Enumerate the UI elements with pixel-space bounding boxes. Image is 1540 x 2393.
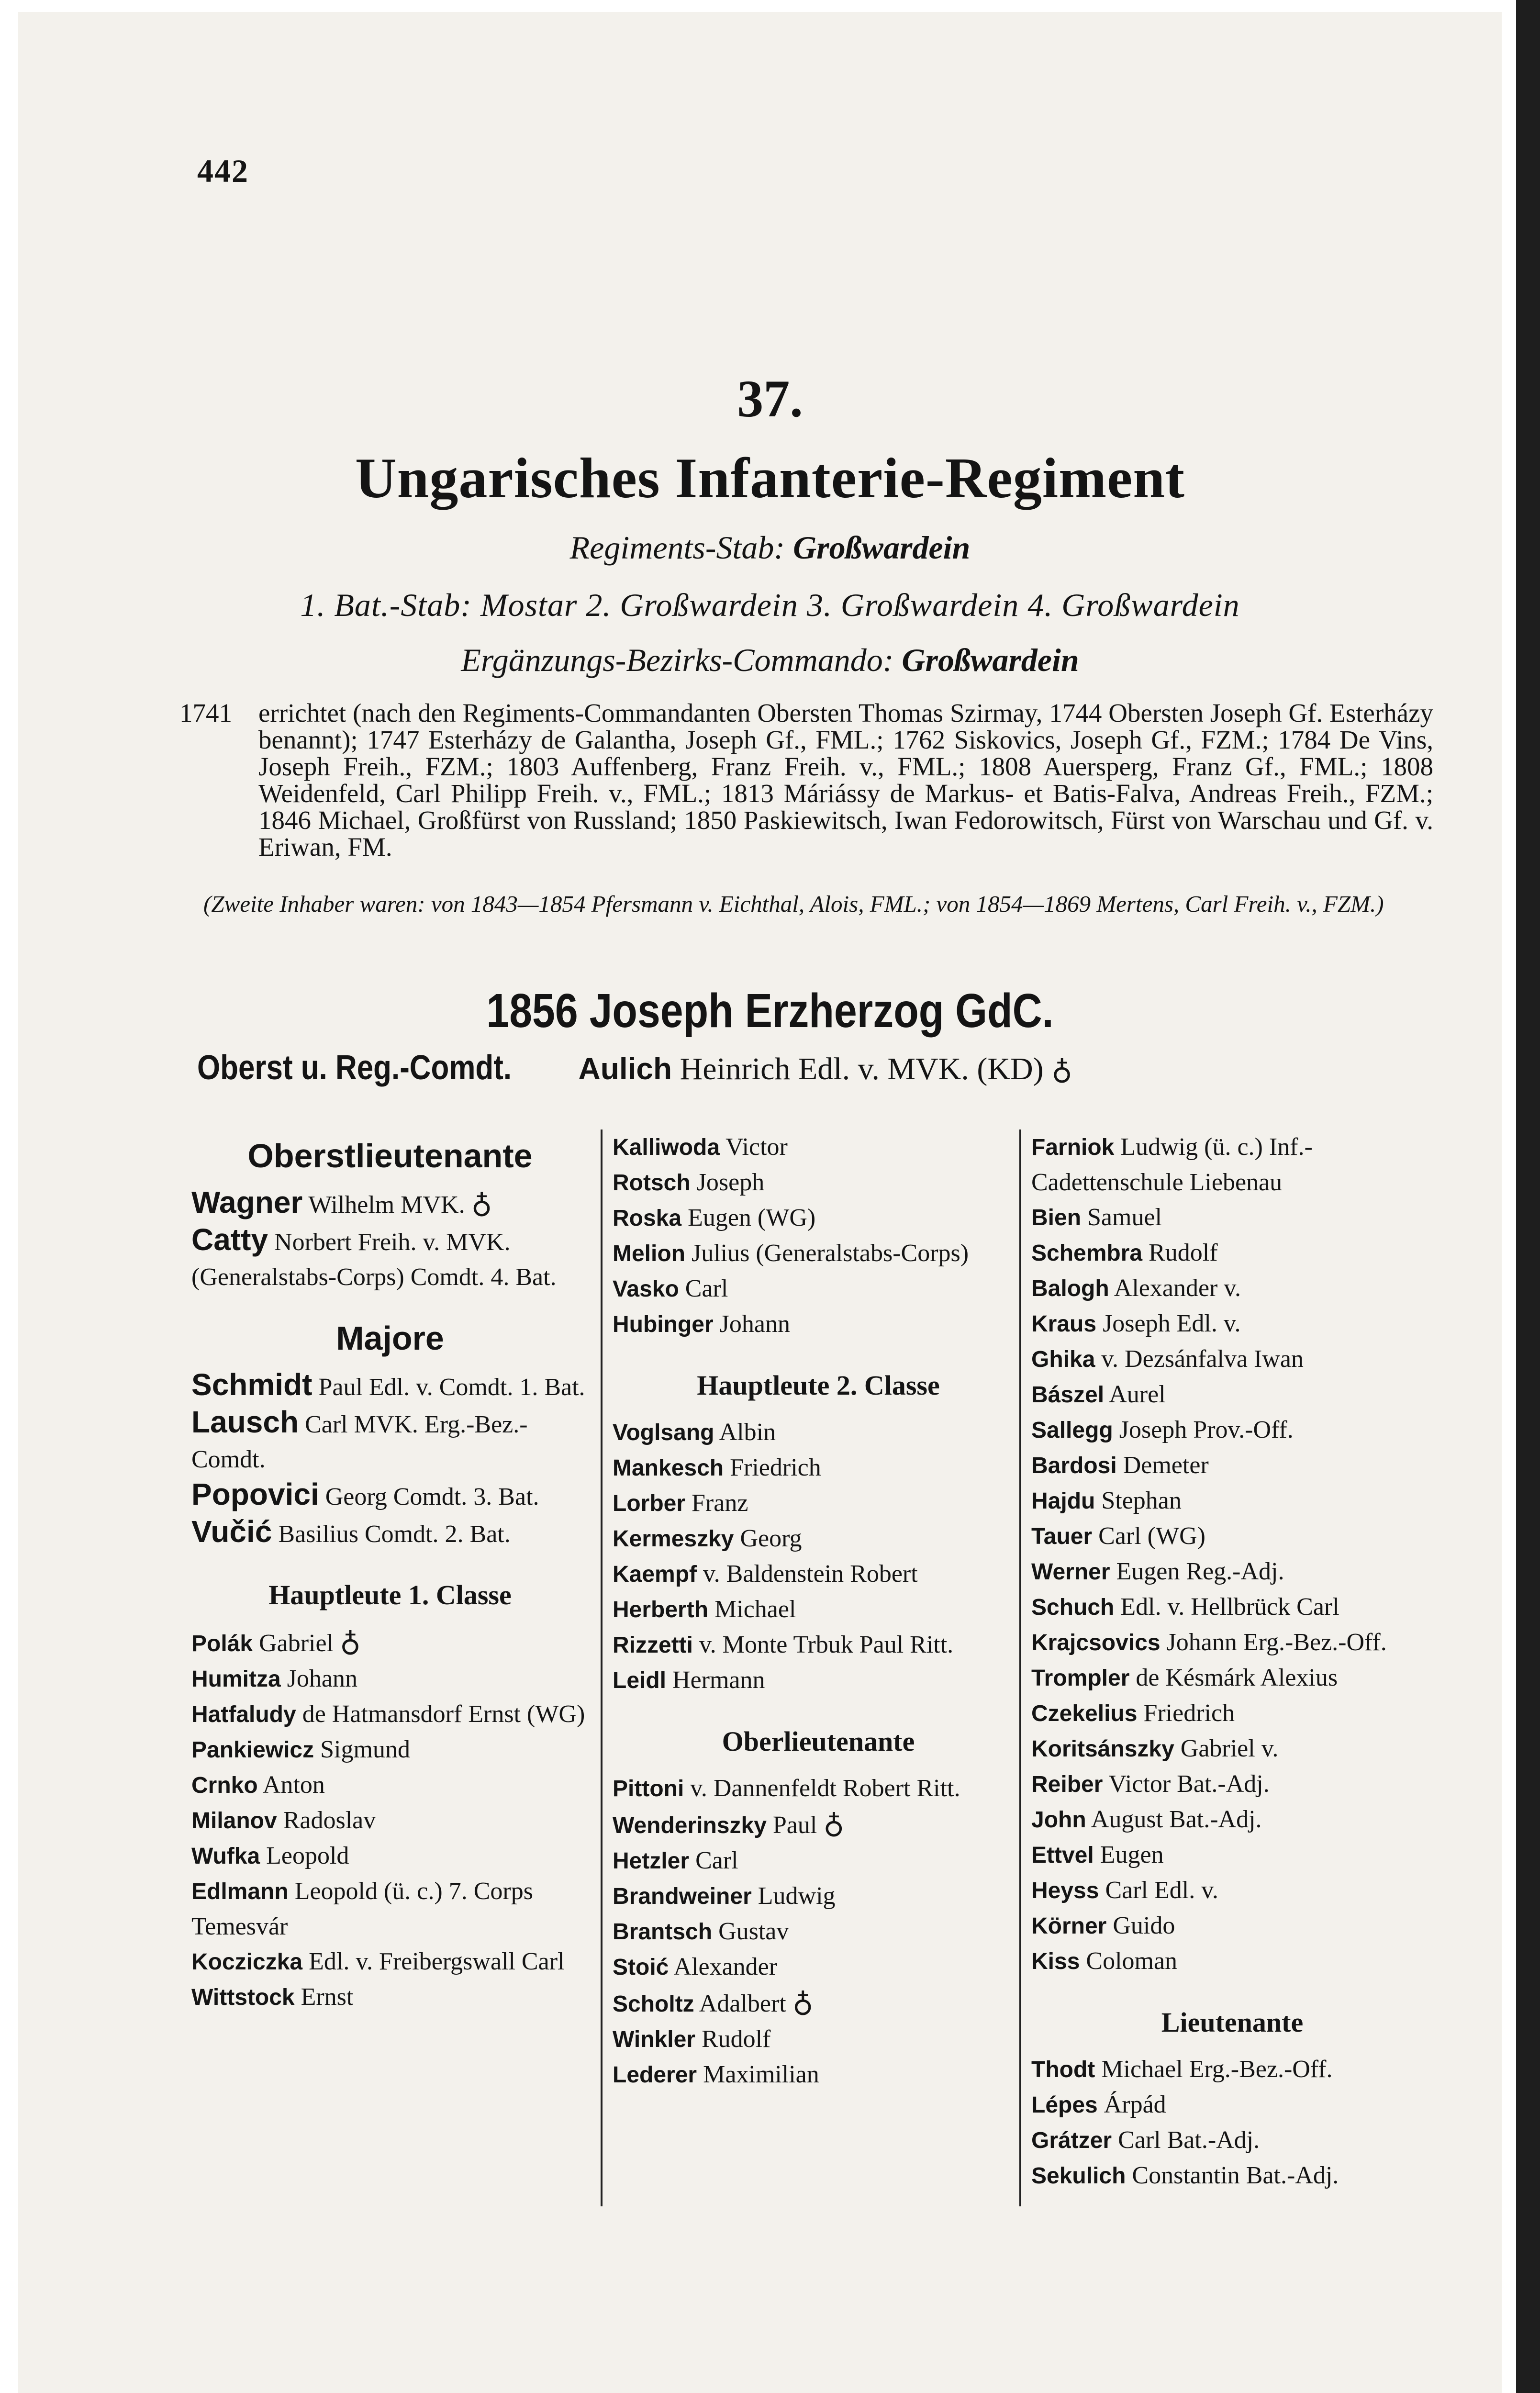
officer-surname: Tauer [1031,1524,1093,1549]
officer-entry [613,1879,1024,1914]
officer-details: Radoslav [283,1807,376,1834]
inhaber-note: (Zweite Inhaber waren: von 1843—1854 Pfersmann v. Eichthal, Alois, FML.; von 1854—1869 Mertens, Carl Freih. v., FZM.) [203,891,1384,917]
officer-details: Paul [772,1812,817,1839]
officer-entry [1031,1306,1433,1342]
officer-surname: Wittstock [191,1985,295,2010]
officer-entry [613,1271,1024,1307]
stab-place: Großwardein [793,529,971,566]
officer-details: Albin [719,1419,776,1446]
officer-entry [1031,2087,1433,2123]
section-heading: Oberlieutenante [722,1726,915,1757]
officer-surname: Rizzetti [613,1633,693,1658]
officer-details: Alexander v. [1114,1275,1241,1302]
officer-entry [1031,2158,1433,2193]
officer-entry [1031,1519,1433,1554]
officer-details: Victor [725,1133,788,1161]
officer-list [613,1771,1024,2092]
officer-details: Eugen Reg.-Adj. [1116,1558,1284,1585]
order-symbol-icon: ♁ [792,1986,814,2018]
officer-details: v. Monte Trbuk Paul Ritt. [699,1631,954,1658]
officer-entry [1031,1554,1433,1589]
officer-details: Carl Bat.-Adj. [1118,2126,1260,2154]
officer-surname: Bászel [1031,1382,1105,1408]
officer-list [1031,1129,1433,1979]
officer-entry [613,1914,1024,1949]
officer-surname: Vučić [191,1514,272,1549]
officer-details: Carl (WG) [1098,1522,1205,1550]
officer-surname: Ettvel [1031,1843,1094,1868]
oberst-name: Aulich [578,1051,672,1086]
officer-surname: Farniok [1031,1135,1115,1160]
officer-entry [191,1697,589,1732]
officer-entry [613,1985,1024,2022]
officer-surname: Schmidt [191,1367,312,1402]
officer-details: Michael [714,1596,796,1623]
officer-surname: Brandweiner [613,1884,752,1909]
officer-surname: Kalliwoda [613,1135,720,1160]
officer-surname: Roska [613,1206,682,1231]
officer-surname: Schuch [1031,1595,1115,1620]
regiment-number: 37. [737,369,803,428]
officer-details: Basilius Comdt. 2. Bat. [278,1521,511,1548]
stab-label: Regiments-Stab: [569,529,785,566]
officer-details: Carl Edl. v. [1105,1877,1218,1904]
officer-entry [1031,1908,1433,1944]
officer-surname: Hubinger [613,1312,714,1337]
officer-details: Leopold (ü. c.) 7. Corps Temesvár [191,1878,533,1940]
officer-entry [191,1661,589,1697]
officer-details: Ludwig [758,1882,836,1910]
officer-details: August Bat.-Adj. [1091,1806,1262,1833]
officer-entry [1031,1589,1433,1625]
officer-entry [1031,1412,1433,1448]
officer-details: Gabriel [259,1630,334,1657]
officer-surname: Krajcsovics [1031,1630,1161,1655]
officer-details: Joseph Prov.-Off. [1119,1416,1294,1443]
officer-details: de Késmárk Alexius [1136,1664,1338,1691]
officer-surname: Kiss [1031,1949,1080,1974]
section-heading: Oberstlieutenante [247,1137,533,1174]
officer-surname: Reiber [1031,1772,1103,1797]
officer-entry [1031,1625,1433,1660]
officer-details: Paul Edl. v. Comdt. 1. Bat. [318,1374,585,1401]
officer-entry [191,1367,589,1405]
officer-entry [1031,1483,1433,1519]
officer-entry [1031,1660,1433,1696]
officer-surname: Milanov [191,1808,277,1834]
officer-entry [613,2022,1024,2057]
officer-surname: Hetzler [613,1848,690,1874]
ergaenzungs-commando [0,641,1540,679]
officer-details: Guido [1113,1912,1175,1939]
officer-surname: Ghika [1031,1347,1095,1372]
officer-details: Carl MVK. Erg.-Bez.-Comdt. [191,1411,528,1473]
officer-surname: Rotsch [613,1170,691,1196]
officer-surname: Voglsang [613,1420,714,1445]
officer-entry [191,1732,589,1767]
officer-surname: Herberth [613,1597,709,1622]
page-number: 442 [197,153,249,189]
officer-surname: Balogh [1031,1276,1109,1301]
officer-details: Georg [740,1525,802,1552]
officer-surname: Stoić [613,1955,669,1980]
officer-entry [191,1979,589,2015]
officer-entry [613,1592,1024,1627]
officer-details: Friedrich [730,1454,821,1481]
officer-surname: Lederer [613,2062,697,2088]
officer-surname: Kocziczka [191,1949,303,1975]
officer-list [613,1129,1024,1342]
officer-surname: Leidl [613,1668,667,1693]
officer-surname: Kermeszky [613,1526,734,1552]
officer-list [1031,2052,1433,2193]
officer-details: Eugen (WG) [688,1204,816,1231]
officer-details: Sigmund [320,1736,410,1763]
officer-surname: Crnko [191,1773,258,1798]
officer-surname: Grátzer [1031,2128,1112,2153]
officer-entry [613,1556,1024,1592]
officer-surname: Wagner [191,1185,303,1219]
officer-surname: John [1031,1807,1086,1833]
officer-surname: Kraus [1031,1311,1097,1337]
officer-entry [191,1624,589,1661]
officer-details: Carl [685,1275,728,1302]
section-heading: Lieutenante [1161,2007,1304,2038]
order-symbol-icon: ♁ [471,1187,492,1219]
officer-details: Franz [692,1489,748,1517]
officer-entry [191,1477,589,1514]
officer-entry [1031,1129,1433,1200]
officer-surname: Sallegg [1031,1418,1113,1443]
officer-entry [1031,1944,1433,1979]
officer-surname: Heyss [1031,1878,1099,1903]
officer-surname: Hatfaludy [191,1702,296,1727]
officer-entry [613,1521,1024,1556]
officer-details: Coloman [1086,1947,1178,1975]
officer-details: Aurel [1109,1381,1166,1408]
officer-details: Carl [695,1847,738,1874]
officer-details: Norbert Freih. v. MVK. (Generalstabs-Corps) Comdt. 4. Bat. [191,1229,557,1291]
oberst-line [197,1048,1072,1087]
column-2 [613,1129,1024,2092]
officer-entry [613,1627,1024,1663]
officer-surname: Trompler [1031,1666,1130,1691]
officer-details: Stephan [1101,1487,1182,1514]
officer-details: Hermann [672,1666,765,1694]
officer-details: Rudolf [701,2025,771,2053]
officer-details: v. Dezsánfalva Iwan [1101,1345,1304,1373]
officer-entry [613,1307,1024,1342]
officer-entry [613,1843,1024,1879]
order-symbol-icon: ♁ [823,1808,845,1839]
officer-surname: Czekelius [1031,1701,1138,1726]
officer-surname: Koritsánszky [1031,1736,1174,1762]
officer-entry [1031,1696,1433,1731]
officer-details: Edl. v. Freibergswall Carl [309,1948,565,1975]
officer-details: Constantin Bat.-Adj. [1132,2162,1339,2189]
officer-details: Michael Erg.-Bez.-Off. [1101,2056,1333,2083]
officer-surname: Wenderinszky [613,1813,767,1838]
regiments-stab [0,529,1540,567]
officer-surname: Winkler [613,2027,695,2052]
officer-surname: Thodt [1031,2057,1095,2082]
officer-details: Leopold [266,1842,349,1869]
officer-entry [1031,1448,1433,1483]
officer-surname: Humitza [191,1666,281,1692]
officer-details: Ludwig (ü. c.) Inf.-Cadettenschule Liebenau [1031,1133,1313,1196]
erg-place: Großwardein [902,642,1079,678]
officer-entry [613,1806,1024,1843]
officer-details: Gabriel v. [1180,1735,1279,1762]
officer-entry [613,1771,1024,1806]
officer-entry [191,1944,589,1979]
officer-surname: Körner [1031,1913,1107,1939]
officer-surname: Popovici [191,1477,319,1511]
officer-surname: Wufka [191,1844,260,1869]
officer-details: Gustav [718,1918,789,1945]
officer-surname: Catty [191,1222,268,1257]
officer-entry [613,1949,1024,1985]
officer-entry [191,1222,589,1295]
officer-entry [613,1415,1024,1450]
officer-details: de Hatmansdorf Ernst (WG) [302,1700,585,1728]
officer-details: v. Baldenstein Robert [703,1560,918,1588]
officer-surname: Melion [613,1241,685,1266]
officer-surname: Bardosi [1031,1453,1117,1478]
officer-details: Adalbert [699,1990,786,2017]
officer-details: Alexander [673,1953,778,1980]
officer-surname: Scholtz [613,1991,694,2017]
officer-entry [191,1874,589,1944]
officer-entry [613,1236,1024,1271]
column-1 [191,1129,589,2015]
officer-entry [191,1185,589,1222]
officer-entry [1031,1200,1433,1235]
officer-surname: Brantsch [613,1919,713,1945]
officer-entry [613,1129,1024,1165]
officer-entry [1031,1377,1433,1412]
officer-surname: Polák [191,1631,253,1656]
officer-entry [1031,1802,1433,1837]
regiment-history [179,698,1433,861]
officer-entry [613,1663,1024,1698]
column-3 [1031,1129,1433,2193]
officer-details: Ernst [301,1983,354,2011]
officer-list [191,1185,589,1295]
erg-label: Ergänzungs-Bezirks-Commando: [461,642,894,678]
battalion-stabs: 1. Bat.-Stab: Mostar 2. Großwardein 3. Großwardein 4. Großwardein [300,587,1240,623]
officer-details: Johann [287,1665,358,1692]
officer-entry [613,1200,1024,1236]
officer-surname: Werner [1031,1559,1110,1585]
officer-details: Joseph Edl. v. [1103,1310,1241,1337]
officer-details: Julius (Generalstabs-Corps) [692,1240,969,1267]
officer-entry [191,1514,589,1552]
officer-details: v. Dannenfeldt Robert Ritt. [690,1775,960,1802]
regiment-title: Ungarisches Infanterie-Regiment [355,446,1185,510]
officer-details: Samuel [1087,1204,1162,1231]
officer-entry [191,1803,589,1838]
officer-entry [1031,1873,1433,1908]
officer-details: Árpád [1104,2091,1166,2118]
officer-entry [1031,1837,1433,1873]
officer-details: Johann Erg.-Bez.-Off. [1166,1629,1387,1656]
officer-entry [1031,1271,1433,1306]
officer-details: Rudolf [1149,1239,1218,1266]
officer-surname: Sekulich [1031,2163,1126,2189]
officer-details: Friedrich [1143,1700,1235,1727]
officer-surname: Schembra [1031,1241,1143,1266]
section-heading: Majore [336,1320,444,1357]
officer-details: Maximilian [703,2061,819,2088]
officer-list [191,1624,589,2015]
officer-surname: Hajdu [1031,1488,1095,1514]
officer-entry [613,1450,1024,1486]
order-symbol-icon: ♁ [1051,1054,1072,1085]
officer-entry [613,1165,1024,1200]
officer-details: Eugen [1100,1841,1164,1868]
officer-entry [1031,2123,1433,2158]
column-divider [601,1129,603,2206]
officer-details: Wilhelm MVK. [308,1191,465,1219]
history-text: errichtet (nach den Regiments-Commandanten Obersten Thomas Szirmay, 1744 Obersten Joseph Gf. Esterházy benannt); 1747 Esterházy de Galantha, Joseph Gf., FML.; 1762 Siskovics, Joseph Gf., FZM.; 1784 De Vins, Joseph Freih., FZM.; 1803 Auffenberg, Franz Freih. v., FML.; 1808 Auersperg, Franz Gf., FML.; 1808 Weidenfeld, Carl Philipp Freih. v., FML.; 1813 Máriássy de Markus- et Batis-Falva, Andreas Freih., FZM.; 1846 Michael, Großfürst von Russland; 1850 Paskiewitsch, Iwan Fedorowitsch, Fürst von Warschau und Gf. v. Eriwan, FM. [258,698,1433,861]
section-heading: Hauptleute 2. Classe [697,1370,940,1401]
officer-details: Victor Bat.-Adj. [1108,1770,1270,1798]
officer-surname: Mankesch [613,1455,724,1481]
officer-entry [191,1405,589,1477]
officer-details: Georg Comdt. 3. Bat. [325,1483,539,1510]
officer-surname: Bien [1031,1205,1082,1230]
history-year: 1741 [179,698,232,727]
officer-entry [191,1767,589,1803]
officer-surname: Pittoni [613,1776,684,1801]
officer-surname: Kaempf [613,1562,697,1587]
officer-list [191,1367,589,1552]
officer-entry [1031,1342,1433,1377]
officer-entry [1031,1731,1433,1767]
officer-details: Anton [262,1771,325,1799]
scan-edge [1516,0,1540,2393]
officer-entry [613,1486,1024,1521]
oberst-rank: Oberst u. Reg.-Comdt. [197,1049,512,1087]
officer-surname: Edlmann [191,1879,289,1904]
officer-details: Edl. v. Hellbrück Carl [1120,1593,1339,1621]
officer-details: Joseph [696,1169,765,1196]
order-symbol-icon: ♁ [340,1626,361,1657]
officer-entry [1031,1235,1433,1271]
officer-details: Demeter [1123,1452,1209,1479]
oberst-details: Heinrich Edl. v. MVK. (KD) [680,1051,1044,1086]
officer-surname: Pankiewicz [191,1737,314,1763]
officer-surname: Vasko [613,1276,679,1302]
officer-details: Johann [719,1310,790,1338]
officer-entry [1031,2052,1433,2087]
officer-entry [191,1838,589,1874]
section-heading: Hauptleute 1. Classe [268,1579,512,1610]
officer-list [613,1415,1024,1698]
officer-entry [613,2057,1024,2092]
officer-surname: Lausch [191,1405,299,1439]
regiment-owner: 1856 Joseph Erzherzog GdC. [486,984,1054,1038]
officer-surname: Lépes [1031,2092,1098,2118]
officer-surname: Lorber [613,1491,686,1516]
officer-entry [1031,1767,1433,1802]
